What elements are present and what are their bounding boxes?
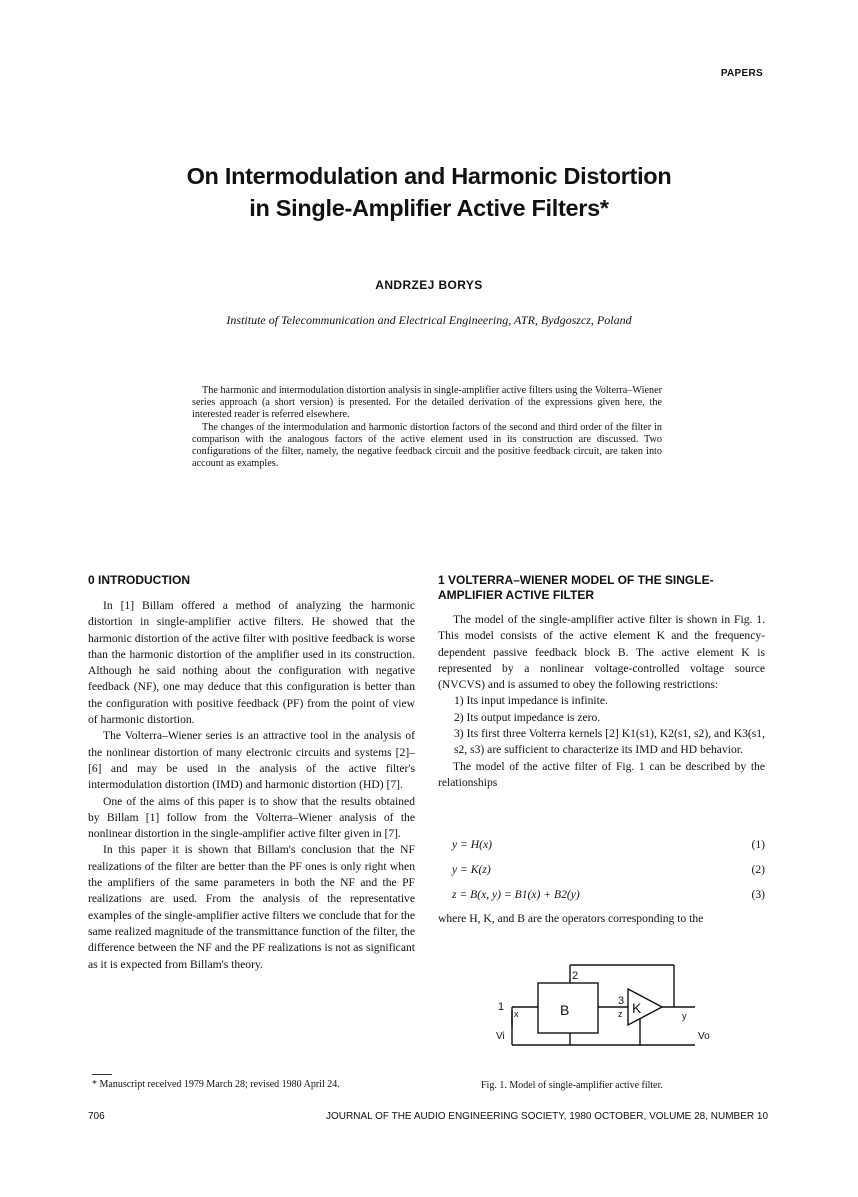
z-label: z xyxy=(618,1009,623,1019)
equation-3 xyxy=(452,888,765,901)
body-text-continuation: where H, K, and B are the operators corresponding to the xyxy=(438,912,704,925)
equation-number: (2) xyxy=(751,863,765,876)
equation-expr: z = B(x, y) = B1(x) + B2(y) xyxy=(452,888,580,901)
body-paragraph: The Volterra–Wiener series is an attractive tool in the analysis of the nonlinear distortion of many electronic circuits and systems [2]–[6] and may be used in the analysis of the active filter's intermodulation distortion (IMD) and harmonic distortion (HD) [7]. xyxy=(88,729,415,792)
footnote-rule xyxy=(92,1074,112,1075)
column-left xyxy=(88,598,415,973)
list-item: 3) Its first three Volterra kernels [2] K1(s1), K2(s1, s2), and K3(s1, s2, s3) are sufficient to characterize its IMD and HD behavior. xyxy=(454,727,765,757)
page-number: 706 xyxy=(88,1111,105,1122)
abstract-paragraph: The changes of the intermodulation and harmonic distortion factors of the second and third order of the filter in comparison with the analogous factors of the active element used in its construction are discussed. Two configurations of the filter, namely, the negative feedback circuit and the positive feedback circuit, are taken into account as examples. xyxy=(192,421,662,470)
affiliation: Institute of Telecommunication and Electrical Engineering, ATR, Bydgoszcz, Poland xyxy=(226,313,632,327)
title-line-2: in Single-Amplifier Active Filters* xyxy=(249,195,609,221)
equation-number: (3) xyxy=(751,888,765,901)
author: ANDRZEJ BORYS xyxy=(375,278,483,292)
figure-1-circuit xyxy=(490,955,720,1075)
abstract xyxy=(192,385,662,470)
x-label: x xyxy=(514,1009,519,1019)
equation-1 xyxy=(452,838,765,851)
body-paragraph: In this paper it is shown that Billam's conclusion that the NF realizations of the filter are better than the PF ones is only right when the amplifiers of the same parameters in both the NF and the PF realizations are used. From the analysis of the representative examples of the single-amplifier active filters we conclude that for the same realized magnitude of the transmittance function of the filter, the difference between the NF and the PF realizations is not as significant as it is expected from Billam's theory. xyxy=(88,843,415,971)
equation-expr: y = K(z) xyxy=(452,863,491,876)
y-label: y xyxy=(682,1011,687,1021)
body-paragraph: The model of the single-amplifier active filter is shown in Fig. 1. This model consists of the active element K and the frequency-dependent passive feedback block B. The active element K is represented by a nonlinear voltage-controlled voltage source (NVCVS) and is assumed to obey the following restrictions: xyxy=(438,613,765,692)
equation-number: (1) xyxy=(751,838,765,851)
vi-label: Vi xyxy=(496,1031,505,1042)
equation-expr: y = H(x) xyxy=(452,838,493,851)
figure-caption: Fig. 1. Model of single-amplifier active filter. xyxy=(481,1080,663,1091)
paper-title xyxy=(0,160,858,224)
body-paragraph: One of the aims of this paper is to show that the results obtained by Billam [1] follow from the Volterra–Wiener analysis of the nonlinear distortion in the single-amplifier active filter given in [7]. xyxy=(88,794,415,841)
journal-footer: JOURNAL OF THE AUDIO ENGINEERING SOCIETY, 1980 OCTOBER, VOLUME 28, NUMBER 10 xyxy=(326,1111,768,1122)
title-line-1: On Intermodulation and Harmonic Distortion xyxy=(186,163,672,189)
list-item: 1) Its input impedance is infinite. xyxy=(454,694,608,708)
equation-2 xyxy=(452,863,765,876)
column-right xyxy=(438,612,765,791)
section-0-heading: 0 INTRODUCTION xyxy=(88,573,190,587)
node-1-label: 1 xyxy=(498,1001,505,1013)
section-1-heading: 1 VOLTERRA–WIENER MODEL OF THE SINGLE-AMPLIFIER ACTIVE FILTER xyxy=(438,573,714,602)
vo-label: Vo xyxy=(698,1031,710,1042)
node-2-label: 2 xyxy=(572,970,579,982)
body-paragraph: The model of the active filter of Fig. 1 can be described by the relationships xyxy=(438,759,765,789)
list-item: 2) Its output impedance is zero. xyxy=(454,710,601,724)
restriction-list xyxy=(438,693,765,758)
body-paragraph: In [1] Billam offered a method of analyzing the harmonic distortion in single-amplifier active filters. He showed that the harmonic distortion of the active filter with positive feedback is worse than the harmonic distortion of the amplifier used in its construction. Although he said nothing about the configuration with negative feedback (NF), one may deduce that this configuration is better than the configuration with positive feedback (PF) from the point of view of harmonic distortion. xyxy=(88,599,415,727)
block-b-label: B xyxy=(560,1002,570,1018)
footnote: * Manuscript received 1979 March 28; revised 1980 April 24. xyxy=(92,1079,340,1090)
node-3-label: 3 xyxy=(618,995,625,1007)
abstract-paragraph: The harmonic and intermodulation distortion analysis in single-amplifier active filters using the Volterra–Wiener series approach (a short version) is presented. For the detailed derivation of the expressions given here, the interested reader is referred elsewhere. xyxy=(192,385,662,421)
block-k-label: K xyxy=(632,1000,642,1016)
section-label: PAPERS xyxy=(720,68,763,79)
